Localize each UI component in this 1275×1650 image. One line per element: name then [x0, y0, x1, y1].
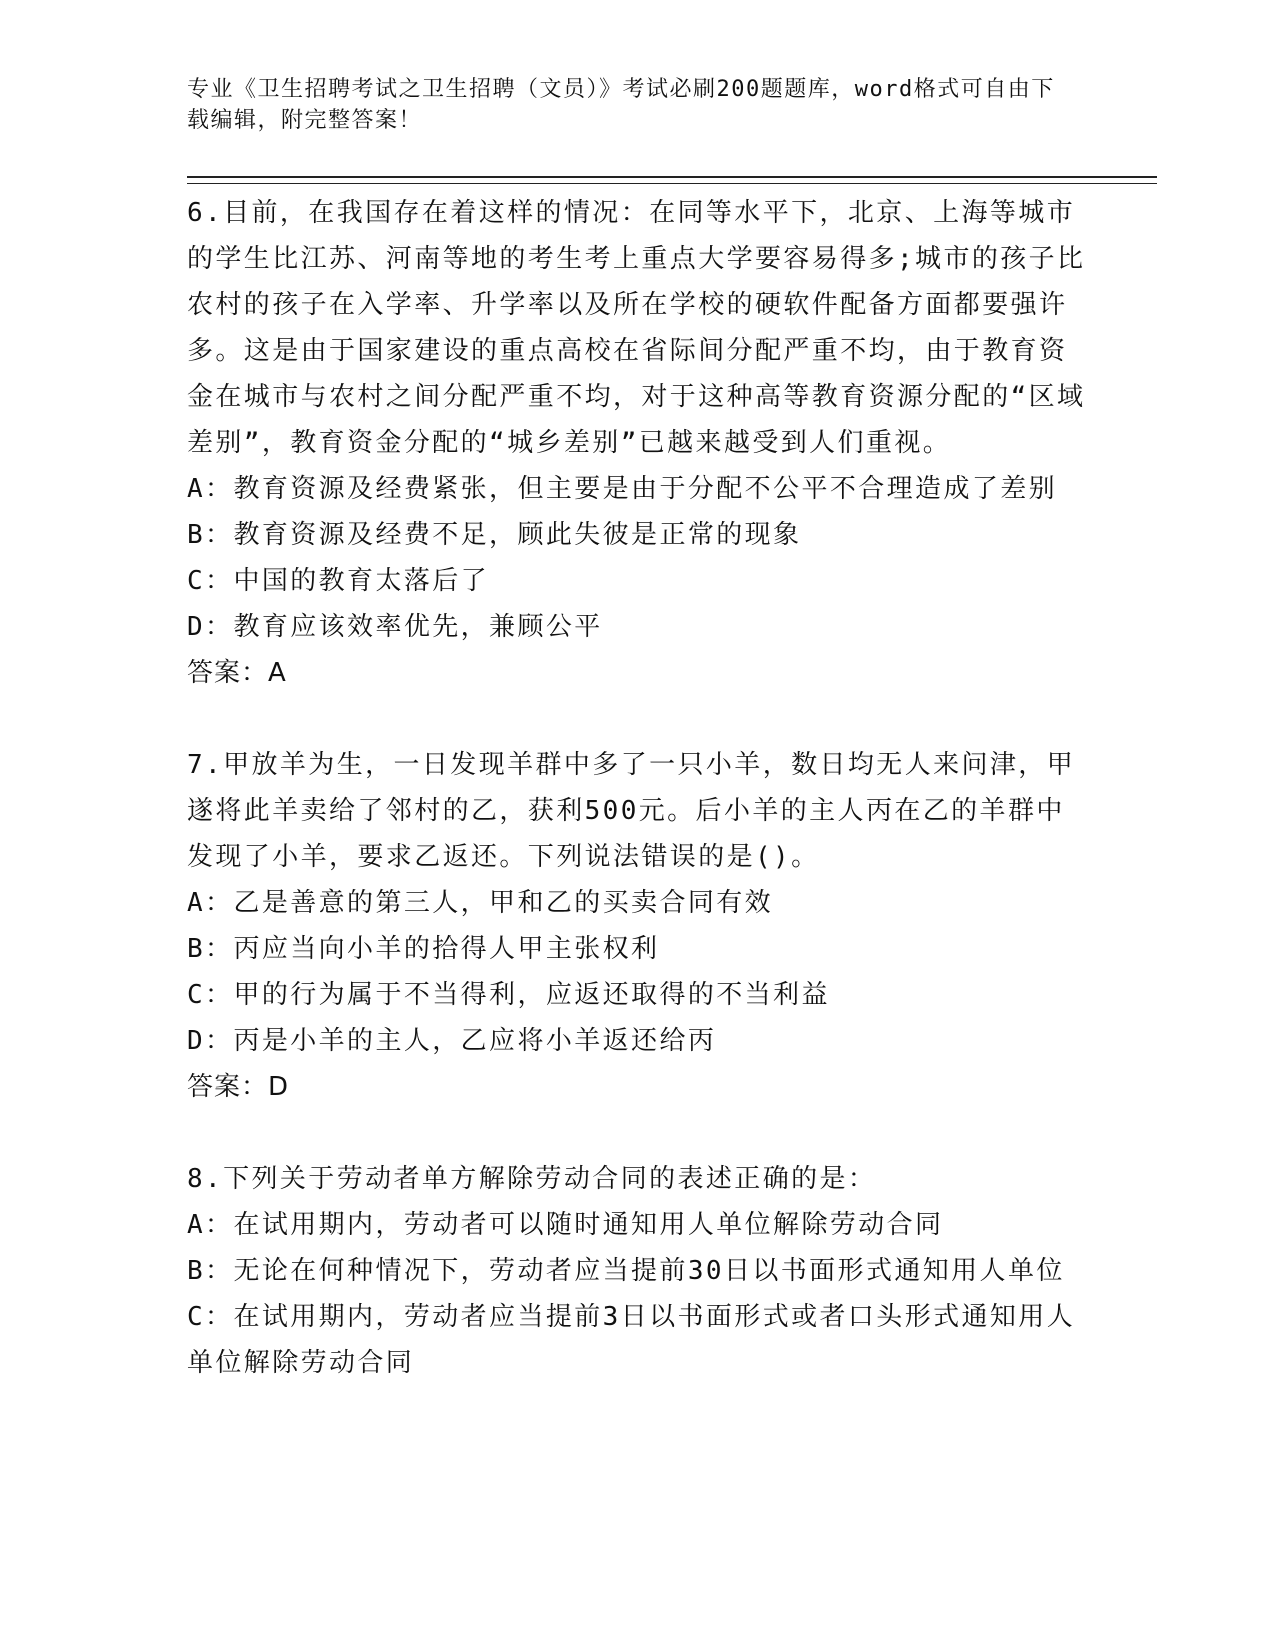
option-d: D：丙是小羊的主人，乙应将小羊返还给丙 [187, 1026, 717, 1056]
question-list [187, 190, 1087, 1386]
option-d: D：教育应该效率优先，兼顾公平 [187, 612, 603, 642]
answer: 答案：D [187, 1072, 290, 1102]
header-rule-thin [187, 183, 1157, 184]
option-a: A：教育资源及经费紧张，但主要是由于分配不公平不合理造成了差别 [187, 474, 1058, 504]
question-stem: 8.下列关于劳动者单方解除劳动合同的表述正确的是： [187, 1164, 877, 1194]
question-6 [187, 190, 1087, 696]
question-7 [187, 742, 1087, 1110]
option-a: A：乙是善意的第三人，甲和乙的买卖合同有效 [187, 888, 774, 918]
page-header: 专业《卫生招聘考试之卫生招聘（文员）》考试必刷200题题库，word格式可自由下载编辑，附完整答案！ [187, 77, 1055, 133]
option-b: B：丙应当向小羊的拾得人甲主张权利 [187, 934, 660, 964]
spacer [187, 696, 1087, 742]
answer: 答案：A [187, 658, 287, 688]
option-a: A：在试用期内，劳动者可以随时通知用人单位解除劳动合同 [187, 1210, 944, 1240]
header-rule-thick [187, 176, 1157, 178]
option-b: B：无论在何种情况下，劳动者应当提前30日以书面形式通知用人单位 [187, 1256, 1065, 1286]
option-c: C：中国的教育太落后了 [187, 566, 490, 596]
question-8 [187, 1156, 1087, 1386]
option-b: B：教育资源及经费不足，顾此失彼是正常的现象 [187, 520, 802, 550]
option-c: C：甲的行为属于不当得利，应返还取得的不当利益 [187, 980, 830, 1010]
question-stem: 6.目前，在我国存在着这样的情况：在同等水平下，北京、上海等城市的学生比江苏、河南等地的考生考上重点大学要容易得多;城市的孩子比农村的孩子在入学率、升学率以及所在学校的硬软件配备方面都要强许多。这是由于国家建设的重点高校在省际间分配严重不均，由于教育资金在城市与农村之间分配严重不均，对于这种高等教育资源分配的“区域差别”，教育资金分配的“城乡差别”已越来越受到人们重视。 [187, 198, 1086, 458]
spacer [187, 1110, 1087, 1156]
option-c: C：在试用期内，劳动者应当提前3日以书面形式或者口头形式通知用人单位解除劳动合同 [187, 1302, 1076, 1378]
question-stem: 7.甲放羊为生，一日发现羊群中多了一只小羊，数日均无人来问津，甲遂将此羊卖给了邻村的乙，获利500元。后小羊的主人丙在乙的羊群中发现了小羊，要求乙返还。下列说法错误的是()。 [187, 750, 1076, 872]
